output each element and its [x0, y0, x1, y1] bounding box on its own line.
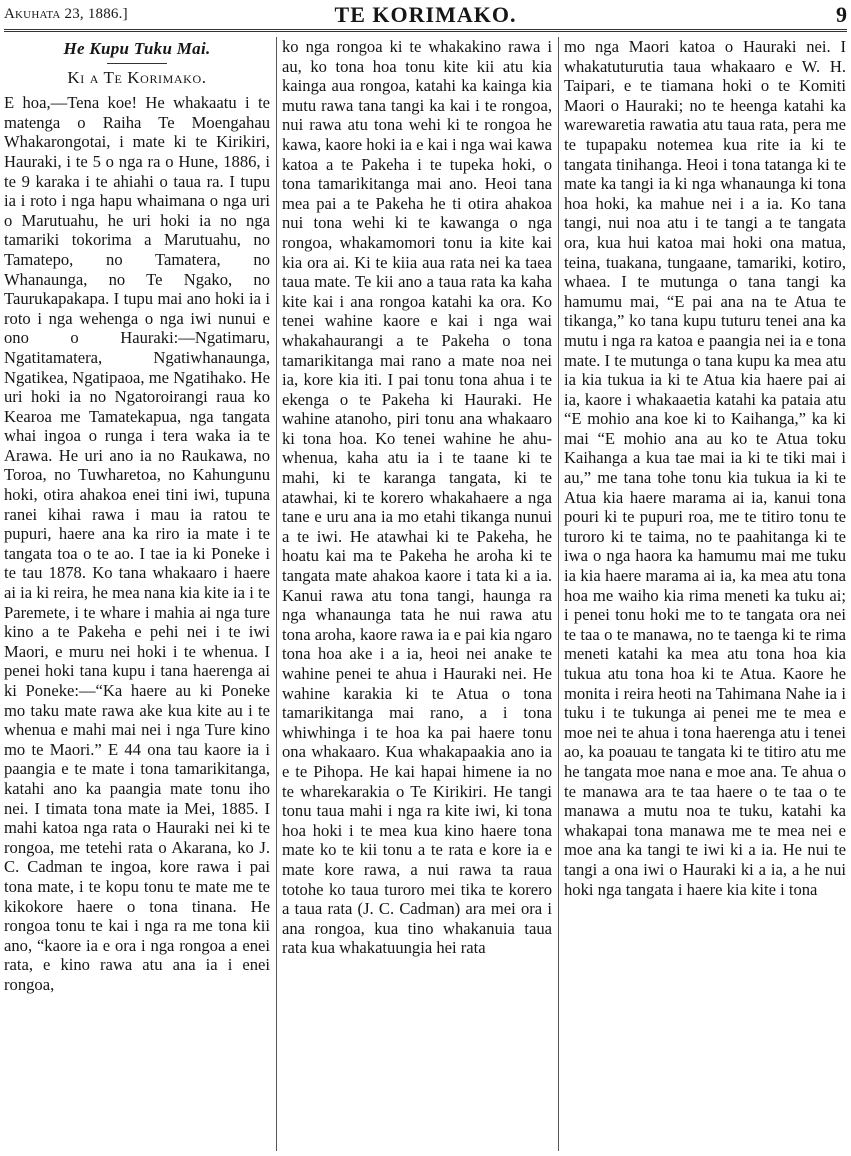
- page-number: 9: [836, 2, 847, 27]
- heading-rule: [107, 63, 167, 64]
- column-2-text: ko nga rongoa ki te whakakino rawa i au, ko tona hoa tonu kite kii atu kia kainga aua rongoa, katahi ka kainga kia mutu rawa tana tangi ka kai i te rongoa, nui rawa atu tona wehi ki te rongoa he kawa, kaore hoki ia e kai i nga wai kawa katoa a te Pakeha i te tupeka hoki, o tona tamarikitanga mai ano. Heoi tana mea pai a te Pakeha he ti otira ahakoa nui tona wehi ki te kawanga o nga rongoa, whakamomori tonu ia kite kai kia ora ai. Ki te kiia aua rata nei ka taea taua mate. Te kii ano a taua rata ka kaha kite kai i ana rongoa katahi ka ora. Ko tenei wahine kaore e kai i nga wai whakahaurangi a te Pakeha o tona tamarikitanga mai rano a mate noa nei ia, kore kia iti. I pai tonu tona ahua i te ekenga o te Pakeha ki Hauraki. He wahine atanoho, piri tonu ana whakaaro ki tona hoa. Ko tenei wahine he ahu-whenua, kaha atu ia i te taane ki te mahi, ki te karanga tangata, ki te atawhai, ki te korero whakahaere a nga tane e uru ana ia mo etahi tikanga nunui a te iwi. He atawhai ki te Pakeha, he hoatu kai ma te Pakeha he aroha ki te tangata mate ahakoa kaore i tata ki a ia. Kanui rawa atu tona tangi, haunga ra nga whanaunga tata he nui rawa atu tona aroha, kaore rawa ia e pai kia ngaro tona hoa ake i a ia, heoi nei anake te wahine penei te ahua i Hauraki nei. He wahine karakia ki te Atua o tona tamarikitanga mai rano, a i tona whiwhinga i te hoa ka pai haere tonu ona whakaaro. Kua whakapaakia ano ia e te Pihopa. He kai hapai himene ia no te wharekarakia o Te Kirikiri. He tangi tonu taua mahi i nga ra kite iwi, ki tona hoa hoki i te mea kua kino haere tona mate ko te kii tonu a te rata e kore ia e mate kore rawa, a nui rawa ta raua totohe ko taua turoro mei tika te korero a taua rata (J. C. Cadman) ara mei ora i ana rongoa, kua tino whakanuia taua rata kua whakatuungia hei rata: [282, 37, 552, 958]
- column-divider-2: [558, 37, 559, 1151]
- article-addressee: Ki a Te Korimako.: [67, 67, 207, 87]
- newspaper-title: TE KORIMAKO.: [334, 2, 517, 27]
- column-1: [4, 37, 270, 1151]
- masthead-rule: [4, 29, 847, 32]
- article-heading: He Kupu Tuku Mai.: [63, 39, 211, 58]
- column-divider-1: [276, 37, 277, 1151]
- issue-date: Akuhata 23, 1886.]: [4, 6, 128, 22]
- masthead: [4, 2, 847, 26]
- column-3: [564, 37, 846, 1151]
- column-3-text: mo nga Maori katoa o Hauraki nei. I whakatuturutia taua whakaaro e W. H. Taipari, e te tiamana hoki o te Komiti Maori o Hauraki; no te heenga katahi ka warewaretia rawatia atu taua rata, pera me te tupapaku notemea kua rite ia ki te tangata tinihanga. Heoi i tona tatanga ki te mate ka tangi ia ki nga whanaunga ki tona hoa hoki, ka mahue nei i a ia. Ko tana tangi, nui noa atu i te tangi a te tangata ora, kua hui katoa mai hoki ona matua, teina, tuakana, tungaane, tamariki, kotiro, whaea. I te mutunga o tana tangi ka hamumu mai, “E pai ana na te Atua te tikanga,” ko tana kupu tuturu tenei ana ka mutu i nga ra katoa e paangia nei ia e tona mate. I te mutunga o tana kupu ka mea atu ia kia tukua ia ki te Atua kia haere pai ai ia, kaore i whakaaetia katahi ka pataia atu “E mohio ana koe ki to Kaihanga,” ka ki mai “E mohio ana au ko te Atua toku Kaihanga a kua tae mai ia ki te tiki mai i au,” me tana tohe tonu kia tukua ia ki te Atua kia haere marama ai ia, kanui tona pouri ki te pupuri roa, me te titiro tonu te turoro ki te taima, no te paahitanga ki te iwa o nga haora ka hamumu mai me tuku ia kia haere marama ai ia, ka mea atu tona hoa me waiho kia rima meneti ka tuku ai; i penei tonu hoki me to te tangata ora nei te taa o te manawa, no te taenga ki te rima meneti katahi ka mea atu tona hoa kia tukua atu tona hoa ki te Atua. Kaore he monita i reira heoti na Tahimana Nahe ia i tuku i te tukunga ai penei me te mea e moe nei te ahua i tona haerenga atu i tenei ao, ka poauau te tangata ki te titiro atu me he tangata moe nana e moe ana. Te ahua o te manawa ara te taa haere o te taa o te manawa a mutu noa te tuku, katahi ka whakapai tona manawa me te mea nei e moe ana ka tangi te iwi ki a ia. He nui te tangi a ona iwi o Hauraki ki a ia, a he nui hoki nga tangata i haere kia kite i tona: [564, 37, 846, 899]
- column-2: [282, 37, 552, 1151]
- column-1-text: E hoa,—Tena koe! He whakaatu i te matenga o Raiha Te Moengahau Whakarongotai, i mate ki te Kirikiri, Hauraki, i te 5 o nga ra o Hune, 1886, i te 9 karaka i te ahiahi o taua ra. I tupu ia i roto i nga hapu whaimana o nga uri o Marutuahu, he uri hoki ia no nga tamariki tokorima a Marutuahu, no Tamatepo, no Tamatera, no Whanaunga, no Te Ngako, no Taurukapakapa. I tupu mai ano hoki ia i roto i nga wehenga o nga iwi nunui e ono o Hauraki:—Ngatimaru, Ngatitamatera, Ngatiwhanaunga, Ngatikea, Ngatipaoa, me Ngatihako. He uri hoki ia no Ngatoroirangi raua ko Kearoa me Tamatekapua, nga tangata whai ingoa o runga i tera waka ia te Arawa. He uri ano ia no Raukawa, no Toroa, no Tuwharetoa, no Kahungunu hoki, otira ahakoa enei tini iwi, tupuna ranei kihai rawa i mau ia ratou te pupuri, haere ana ka riro ia mate i te tangata toa o te ao. I tae ia ki Poneke i te tau 1878. Ko tana whakaaro i haere ai ia ki reira, he mea nana kia kite ia i te Paremete, i te whare i mahia ai nga ture kino a te Pakeha e pehi nei i te iwi Maori, e muru nei hoki i te whenua. I penei hoki tana kupu i tana haerenga ai ki Poneke:—“Ka haere au ki Poneke mo taku mate rawa ake kua kite au i te whenua e mahi mai nei i nga Ture kino mo te Maori.” E 44 ona tau kaore ia i paangia e te mate i tona tamarikitanga, katahi ano ka paangia mate tonu iho nei. I timata tona mate ia Mei, 1885. I mahi katoa nga rata o Hauraki nei ki te rongoa, me tetehi rata o Akarana, ko J. C. Cadman te ingoa, kore rawa i pai tona mate, i te kopu tonu te mate me te kikokore haere o tona tinana. He rongoa tonu te kai i nga ra me tona kii ano, “kaore ia e ora i nga rongoa a enei rata, e kino rawa atu ana ia i enei rongoa,: [4, 93, 270, 994]
